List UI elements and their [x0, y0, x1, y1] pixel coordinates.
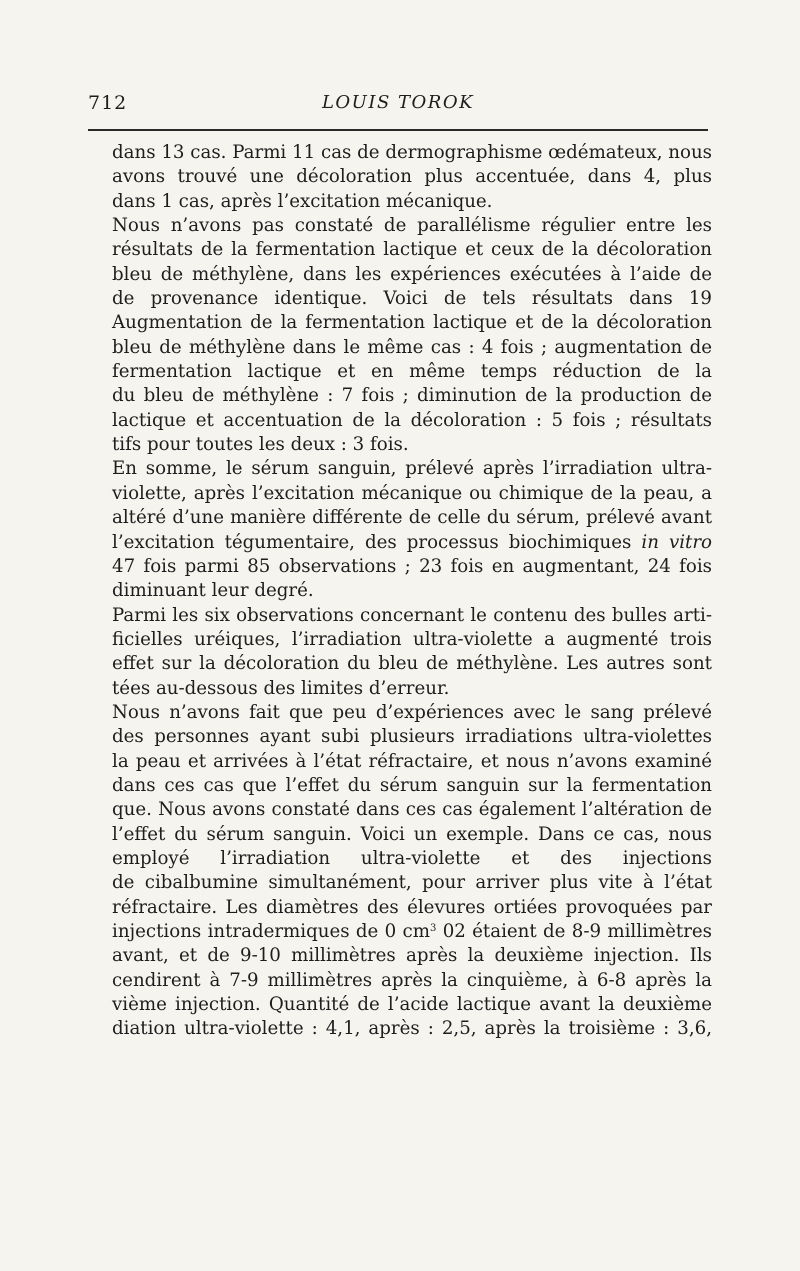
text-line: vième injection. Quantité de l’acide lactique avant la deuxième [112, 994, 712, 1016]
paragraph [88, 214, 712, 457]
text-line: lactique et accentuation de la décoloration : 5 fois ; résultats [112, 409, 712, 431]
text-line: fermentation lactique et en même temps réduction de la [112, 361, 712, 383]
text-line: cendirent à 7-9 millimètres après la cinquième, à 6-8 après la [112, 969, 712, 991]
paragraph [88, 141, 712, 214]
text-line: avons trouvé une décoloration plus accentuée, dans 4, plus [112, 166, 712, 188]
text-segment: l’excitation tégumentaire, des processus biochimiques [112, 531, 632, 553]
text-line: dans 1 cas, après l’excitation mécanique. [112, 190, 493, 212]
running-title: LOUIS TOROK [321, 92, 475, 113]
page-header [88, 88, 708, 120]
text-line: de cibalbumine simultanément, pour arriver plus vite à l’état [112, 872, 712, 894]
text-line: du bleu de méthylène : 7 fois ; diminution de la production de [112, 385, 712, 407]
text-line: 47 fois parmi 85 observations ; 23 fois en augmentant, 24 fois [112, 555, 712, 577]
text-line: Nous n’avons fait que peu d’expériences avec le sang prélevé [112, 701, 712, 723]
superscript: 3 [429, 923, 437, 934]
text-line: des personnes ayant subi plusieurs irradiations ultra-violettes [112, 726, 712, 748]
paragraph [88, 457, 712, 603]
text-line: tées au-dessous des limites d’erreur. [112, 677, 450, 699]
paragraph [88, 701, 712, 1042]
text-line: bleu de méthylène, dans les expériences exécutées à l’aide de [112, 263, 712, 285]
text-line: tifs pour toutes les deux : 3 fois. [112, 434, 409, 456]
paragraph [88, 604, 712, 701]
text-line: Parmi les six observations concernant le contenu des bulles arti- [112, 604, 712, 626]
text-line: de provenance identique. Voici de tels résultats dans 19 [112, 288, 712, 310]
text-line: En somme, le sérum sanguin, prélevé après l’irradiation ultra- [112, 458, 712, 480]
text-line: employé l’irradiation ultra-violette et des injections [112, 847, 712, 869]
text-line: résultats de la fermentation lactique et ceux de la décoloration [112, 239, 712, 261]
text-line-with-superscript [88, 920, 712, 944]
text-line: dans 13 cas. Parmi 11 cas de dermographisme œdémateux, nous [112, 142, 712, 163]
text-line: l’effet du sérum sanguin. Voici un exemple. Dans ce cas, nous [112, 823, 712, 845]
text-line: réfractaire. Les diamètres des élevures ortiées provoquées par [112, 896, 712, 918]
text-line: que. Nous avons constaté dans ces cas également l’altération de [112, 799, 712, 821]
text-line: bleu de méthylène dans le même cas : 4 fois ; augmentation de [112, 336, 712, 358]
text-line: diation ultra-violette : 4,1, après : 2,5, après la troisième : 3,6, [112, 1018, 712, 1040]
text-line: effet sur la décoloration du bleu de méthylène. Les autres sont [112, 653, 712, 675]
text-line: violette, après l’excitation mécanique ou chimique de la peau, a [112, 482, 712, 504]
body-text [88, 141, 712, 1042]
italic-phrase: in vitro [641, 531, 712, 553]
text-line: la peau et arrivées à l’état réfractaire, et nous n’avons examiné [112, 750, 712, 772]
text-segment: injections intradermiques de 0 cm [112, 921, 430, 942]
text-line: dans ces cas que l’effet du sérum sanguin sur la fermentation [112, 774, 712, 796]
text-line-with-italic [88, 531, 712, 555]
text-line: avant, et de 9-10 millimètres après la deuxième injection. Ils [112, 945, 712, 967]
text-segment: 02 étaient de 8-9 millimètres [436, 921, 712, 942]
text-line: altéré d’une manière différente de celle du sérum, prélevé avant [112, 507, 712, 529]
text-line: Augmentation de la fermentation lactique et de la décoloration [112, 312, 712, 334]
text-line: diminuant leur degré. [112, 580, 314, 602]
text-line: ficielles uréiques, l’irradiation ultra-violette a augmenté trois [112, 628, 712, 650]
page-number: 712 [88, 92, 128, 114]
header-rule [88, 129, 708, 131]
text-line: Nous n’avons pas constaté de parallélisme régulier entre les [112, 215, 712, 237]
